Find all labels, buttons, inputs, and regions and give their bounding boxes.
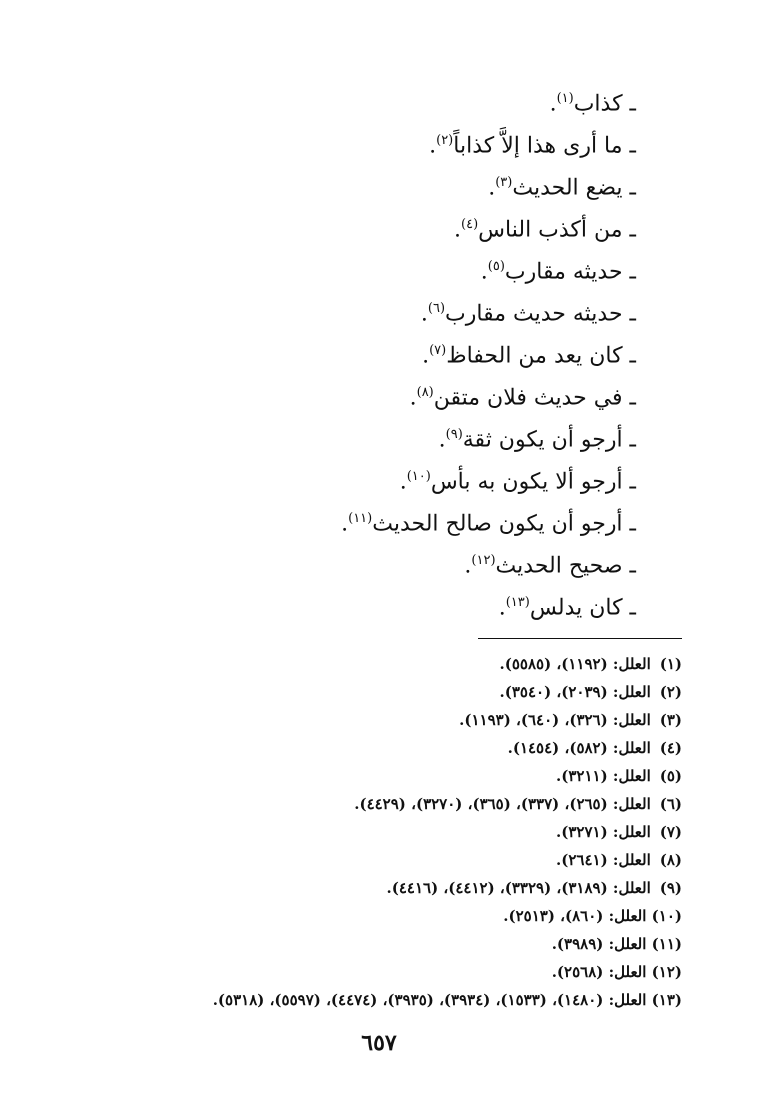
footnote-number: (٨) — [659, 851, 682, 869]
footnote-text: العلل: (٢٥٦٨). — [551, 963, 647, 981]
footnote-number: (٦) — [659, 795, 682, 813]
terms-list — [0, 78, 758, 624]
footnote — [0, 902, 758, 930]
footnote-text: العلل: (٨٦٠)، (٢٥١٣). — [503, 907, 647, 925]
footnote — [0, 986, 758, 1014]
footnote-ref: (١) — [556, 91, 574, 106]
footnote-text: العلل: (٣٢١١). — [556, 767, 651, 785]
term-item: ـ في حديث فلان متقن$^{(٨)}$. — [409, 385, 636, 411]
footnote-ref: (٩) — [445, 427, 463, 442]
footnote — [0, 678, 758, 706]
footnote-ref: (٢) — [436, 133, 454, 148]
page-number: ٦٥٧ — [361, 1030, 397, 1056]
footnote-number: (٤) — [659, 739, 682, 757]
footnote-number: (١٢) — [651, 963, 682, 981]
footnote — [0, 706, 758, 734]
footnote-text: العلل: (٣٢٦)، (٦٤٠)، (١١٩٣). — [459, 711, 651, 729]
footnote-ref: (٥) — [487, 259, 505, 274]
footnote — [0, 958, 758, 986]
footnotes-list — [0, 650, 758, 1014]
footnote-text: العلل: (١١٩٢)، (٥٥٨٥). — [499, 655, 651, 673]
footnote-ref: (١١) — [348, 511, 373, 526]
footnote-text: العلل: (٣٩٨٩). — [551, 935, 647, 953]
footnote-text: العلل: (٣١٨٩)، (٣٣٢٩)، (٤٤١٢)، (٤٤١٦). — [386, 879, 651, 897]
footnote-number: (١) — [659, 655, 682, 673]
term-item: ـ كان يدلس$^{(١٣)}$. — [498, 595, 636, 621]
footnote-ref: (١٣) — [505, 595, 530, 610]
term-item: ـ حديثه حديث مقارب$^{(٦)}$. — [420, 301, 636, 327]
footnote-ref: (١٢) — [471, 553, 496, 568]
footnote — [0, 762, 758, 790]
footnote-number: (٧) — [659, 823, 682, 841]
footnote-number: (٩) — [659, 879, 682, 897]
term-item: ـ أرجو ألا يكون به بأس$^{(١٠)}$. — [399, 469, 636, 495]
footnote-number: (١١) — [651, 935, 682, 953]
footnote-ref: (٦) — [427, 301, 446, 316]
term-item: ـ ما أرى هذا إلاَّ كذاباً$^{(٢)}$. — [429, 133, 636, 159]
footnote — [0, 734, 758, 762]
footnote — [0, 818, 758, 846]
footnote-text: العلل: (٢٦٥)، (٣٣٧)، (٣٦٥)، (٣٢٧٠)، (٤٤٢٩). — [354, 795, 651, 813]
footnote-number: (١٣) — [651, 991, 682, 1009]
footnote — [0, 846, 758, 874]
footnote-ref: (٧) — [429, 343, 447, 358]
footnote — [0, 930, 758, 958]
term-item: ـ أرجو أن يكون ثقة$^{(٩)}$. — [438, 427, 636, 453]
footnote-ref: (١٠) — [406, 469, 431, 484]
footnote-number: (٣) — [659, 711, 682, 729]
footnote-text: العلل: (٥٨٢)، (١٤٥٤). — [507, 739, 651, 757]
footnote-divider — [478, 638, 682, 639]
footnote — [0, 650, 758, 678]
term-item: ـ صحيح الحديث$^{(١٢)}$. — [464, 553, 636, 579]
footnote — [0, 874, 758, 902]
term-item: ـ كان يعد من الحفاظ$^{(٧)}$. — [422, 343, 636, 369]
term-item: ـ أرجو أن يكون صالح الحديث$^{(١١)}$. — [341, 511, 636, 537]
term-item: ـ حديثه مقارب$^{(٥)}$. — [480, 259, 636, 285]
term-item: ـ من أكذب الناس$^{(٤)}$. — [454, 217, 636, 243]
term-item: ـ يضع الحديث$^{(٣)}$. — [488, 175, 636, 201]
footnote — [0, 790, 758, 818]
footnote-number: (٥) — [659, 767, 682, 785]
term-item: ـ كذاب$^{(١)}$. — [549, 91, 636, 117]
footnote-number: (٢) — [659, 683, 682, 701]
footnote-text: العلل: (٢٠٣٩)، (٣٥٤٠). — [499, 683, 651, 701]
footnote-ref: (٣) — [495, 175, 513, 190]
footnote-number: (١٠) — [651, 907, 682, 925]
footnote-ref: (٤) — [461, 217, 479, 232]
footnote-text: العلل: (٢٦٤١). — [556, 851, 651, 869]
footnote-ref: (٨) — [416, 385, 434, 400]
footnote-text: العلل: (١٤٨٠)، (١٥٣٣)، (٣٩٣٤)، (٣٩٣٥)، (٤٤٧٤)، (٥٥٩٧)، (٥٣١٨). — [212, 991, 647, 1009]
footnote-text: العلل: (٣٢٧١). — [556, 823, 651, 841]
